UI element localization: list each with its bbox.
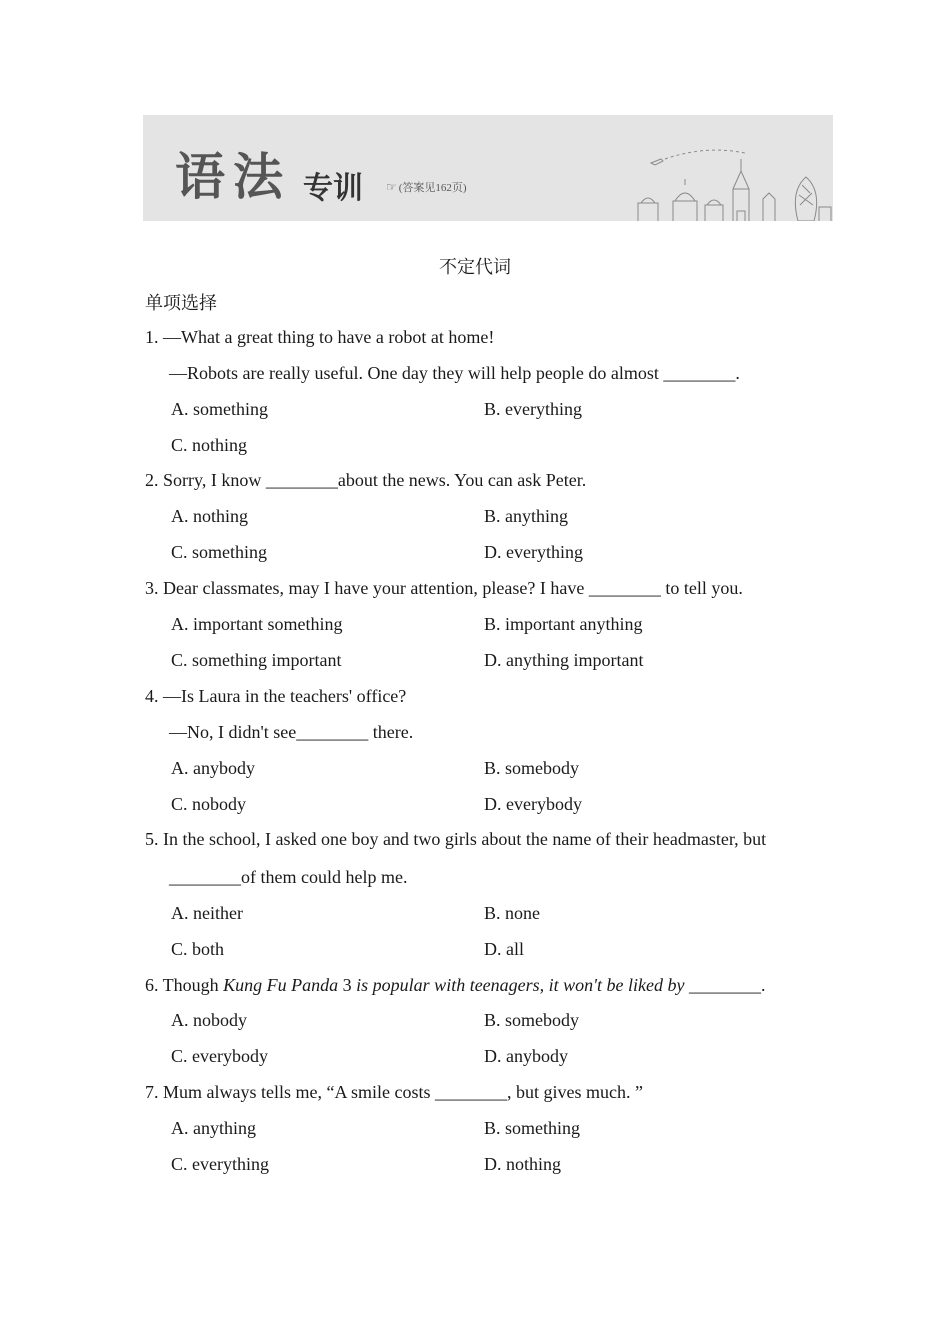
header-banner <box>143 115 833 221</box>
question-6-option-c[interactable]: C. everybody <box>171 1046 268 1066</box>
question-6-title-italic: Kung Fu Panda <box>223 975 339 995</box>
question-2-option-d[interactable]: D. everything <box>484 542 583 562</box>
question-5-option-c[interactable]: C. both <box>171 939 225 959</box>
question-3-stem: 3. Dear classmates, may I have your attention, please? I have ________ to tell you. <box>145 578 743 598</box>
question-6-stem-mid: 3 <box>338 975 357 995</box>
pointing-hand-icon: ☞ <box>386 180 397 194</box>
question-2-stem: 2. Sorry, I know ________about the news. You can ask Peter. <box>145 470 587 490</box>
question-2-option-a[interactable]: A. nothing <box>171 506 249 526</box>
question-4-option-a[interactable]: A. anybody <box>171 758 255 778</box>
banner-subtitle: 专训 <box>303 171 363 206</box>
question-3-option-a[interactable]: A. important something <box>171 614 343 634</box>
banner-title: 语法 <box>175 147 291 206</box>
question-6-stem-italic: is popular with teenagers, it won't be liked by <box>356 975 685 995</box>
question-1-option-a[interactable]: A. something <box>171 399 268 419</box>
question-6-option-b[interactable]: B. somebody <box>484 1010 580 1030</box>
question-2-option-c[interactable]: C. something <box>171 542 268 562</box>
question-1-option-b[interactable]: B. everything <box>484 399 582 419</box>
answer-note <box>386 179 467 195</box>
question-1-stem: 1. —What a great thing to have a robot at home! <box>145 327 495 347</box>
question-6-option-a[interactable]: A. nobody <box>171 1010 247 1030</box>
question-1-option-c[interactable]: C. nothing <box>171 435 248 455</box>
question-6-option-d[interactable]: D. anybody <box>484 1046 568 1066</box>
question-7-option-a[interactable]: A. anything <box>171 1118 256 1138</box>
answer-note-text: (答案见162页) <box>398 182 467 194</box>
question-4-option-c[interactable]: C. nobody <box>171 794 247 814</box>
question-6-stem-prefix: 6. Though <box>145 975 224 995</box>
question-5-option-b[interactable]: B. none <box>484 903 540 923</box>
question-1-stem-continued: —Robots are really useful. One day they will help people do almost ________. <box>169 363 740 383</box>
question-3-option-c[interactable]: C. something important <box>171 650 342 670</box>
question-5-option-d[interactable]: D. all <box>484 939 524 959</box>
city-skyline-icon <box>633 135 833 221</box>
question-5-stem: 5. In the school, I asked one boy and two girls about the name of their headmaster, but <box>145 829 767 849</box>
question-4-stem: 4. —Is Laura in the teachers' office? <box>145 686 407 706</box>
question-4-option-d[interactable]: D. everybody <box>484 794 582 814</box>
question-4-stem-continued: —No, I didn't see________ there. <box>169 722 414 742</box>
question-7-option-b[interactable]: B. something <box>484 1118 581 1138</box>
question-2-option-b[interactable]: B. anything <box>484 506 568 526</box>
section-title: 不定代词 <box>439 257 511 278</box>
question-6-stem-suffix: ________. <box>684 975 766 995</box>
question-6-stem <box>145 973 766 997</box>
question-5-stem-continued: ________of them could help me. <box>169 867 408 887</box>
question-3-option-b[interactable]: B. important anything <box>484 614 643 634</box>
question-7-stem: 7. Mum always tells me, “A smile costs ________, but gives much. ” <box>145 1082 643 1102</box>
question-4-option-b[interactable]: B. somebody <box>484 758 580 778</box>
question-5-option-a[interactable]: A. neither <box>171 903 243 923</box>
question-3-option-d[interactable]: D. anything important <box>484 650 644 670</box>
section-subtitle: 单项选择 <box>145 293 217 314</box>
question-7-option-c[interactable]: C. everything <box>171 1154 269 1174</box>
question-7-option-d[interactable]: D. nothing <box>484 1154 562 1174</box>
